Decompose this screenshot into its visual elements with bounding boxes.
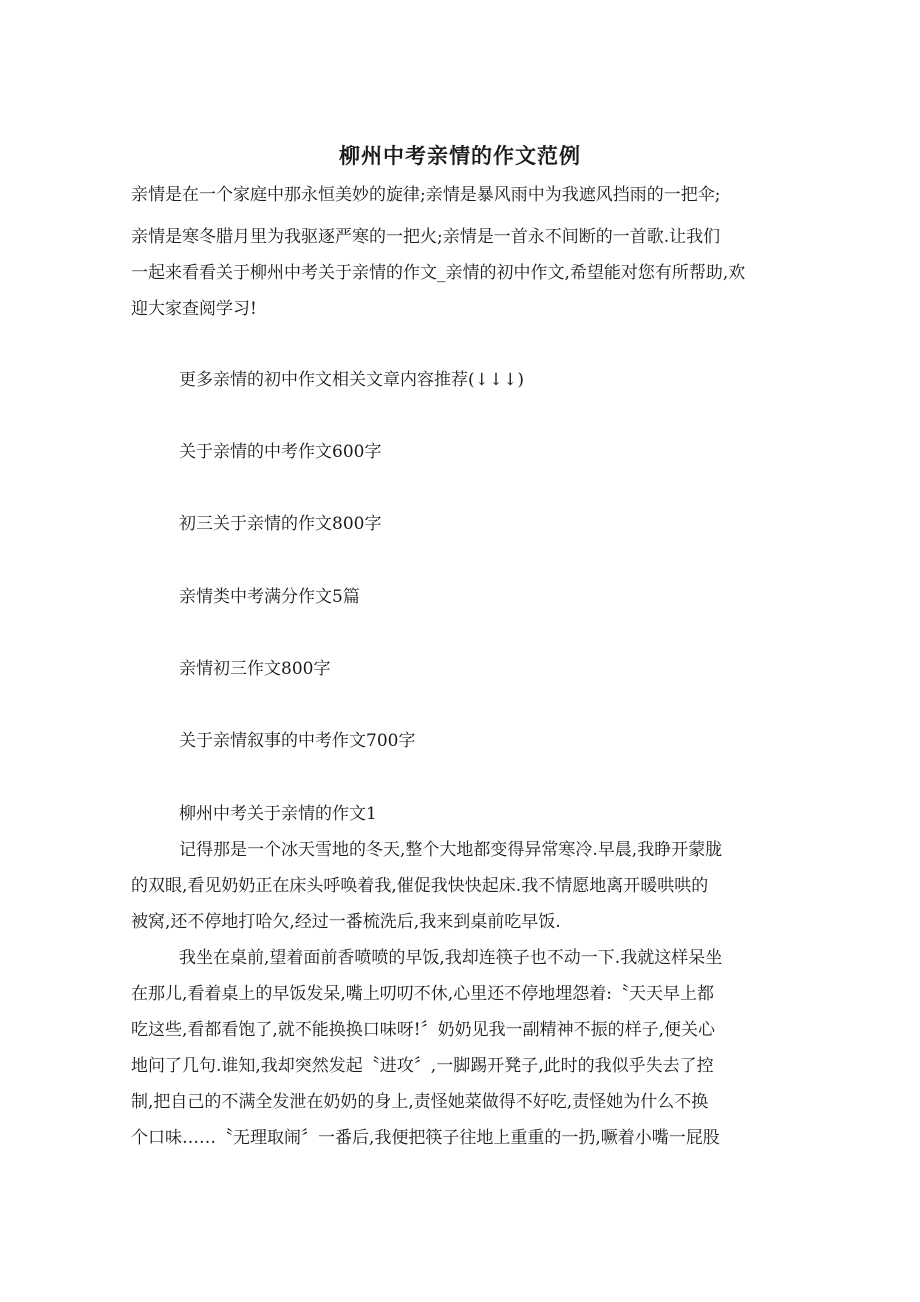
- essay-heading: 柳州中考关于亲情的作文1: [179, 804, 377, 824]
- related-link[interactable]: 初三关于亲情的作文800字: [179, 514, 382, 534]
- paragraph-line: 吃这些,看都看饱了,就不能换换口味呀!〞奶奶见我一副精神不振的样子,便关心: [131, 1020, 716, 1040]
- paragraph-line: 的双眼,看见奶奶正在床头呼唤着我,催促我快快起床.我不情愿地离开暖哄哄的: [131, 876, 709, 896]
- intro-line: 迎大家查阅学习!: [131, 299, 257, 319]
- intro-line: 亲情是在一个家庭中那永恒美妙的旋律;亲情是暴风雨中为我遮风挡雨的一把伞;: [131, 185, 721, 205]
- paragraph-line: 被窝,还不停地打哈欠,经过一番梳洗后,我来到桌前吃早饭.: [131, 912, 561, 932]
- related-link[interactable]: 关于亲情叙事的中考作文700字: [179, 731, 416, 751]
- paragraph-line: 地问了几句.谁知,我却突然发起〝进攻〞,一脚踢开凳子,此时的我似乎失去了控: [131, 1056, 714, 1076]
- intro-line: 亲情是寒冬腊月里为我驱逐严寒的一把火;亲情是一首永不间断的一首歌.让我们: [131, 227, 721, 247]
- paragraph-line: 制,把自己的不满全发泄在奶奶的身上,责怪她菜做得不好吃,责怪她为什么不换: [131, 1092, 709, 1112]
- recommend-heading: 更多亲情的初中作文相关文章内容推荐(↓↓↓): [179, 370, 524, 390]
- document-title: 柳州中考亲情的作文范例: [339, 143, 581, 168]
- related-link[interactable]: 亲情类中考满分作文5篇: [179, 587, 360, 607]
- paragraph-line: 个口味……〝无理取闹〞一番后,我便把筷子往地上重重的一扔,噘着小嘴一屁股: [131, 1128, 720, 1148]
- related-link[interactable]: 关于亲情的中考作文600字: [179, 442, 382, 462]
- paragraph-line: 我坐在桌前,望着面前香喷喷的早饭,我却连筷子也不动一下.我就这样呆坐: [179, 948, 723, 968]
- paragraph-line: 在那儿,看着桌上的早饭发呆,嘴上叨叨不休,心里还不停地埋怨着:〝天天早上都: [131, 984, 714, 1004]
- paragraph-line: 记得那是一个冰天雪地的冬天,整个大地都变得异常寒冷.早晨,我睁开蒙胧: [179, 840, 723, 860]
- related-link[interactable]: 亲情初三作文800字: [179, 659, 331, 679]
- intro-line: 一起来看看关于柳州中考关于亲情的作文_亲情的初中作文,希望能对您有所帮助,欢: [131, 263, 746, 283]
